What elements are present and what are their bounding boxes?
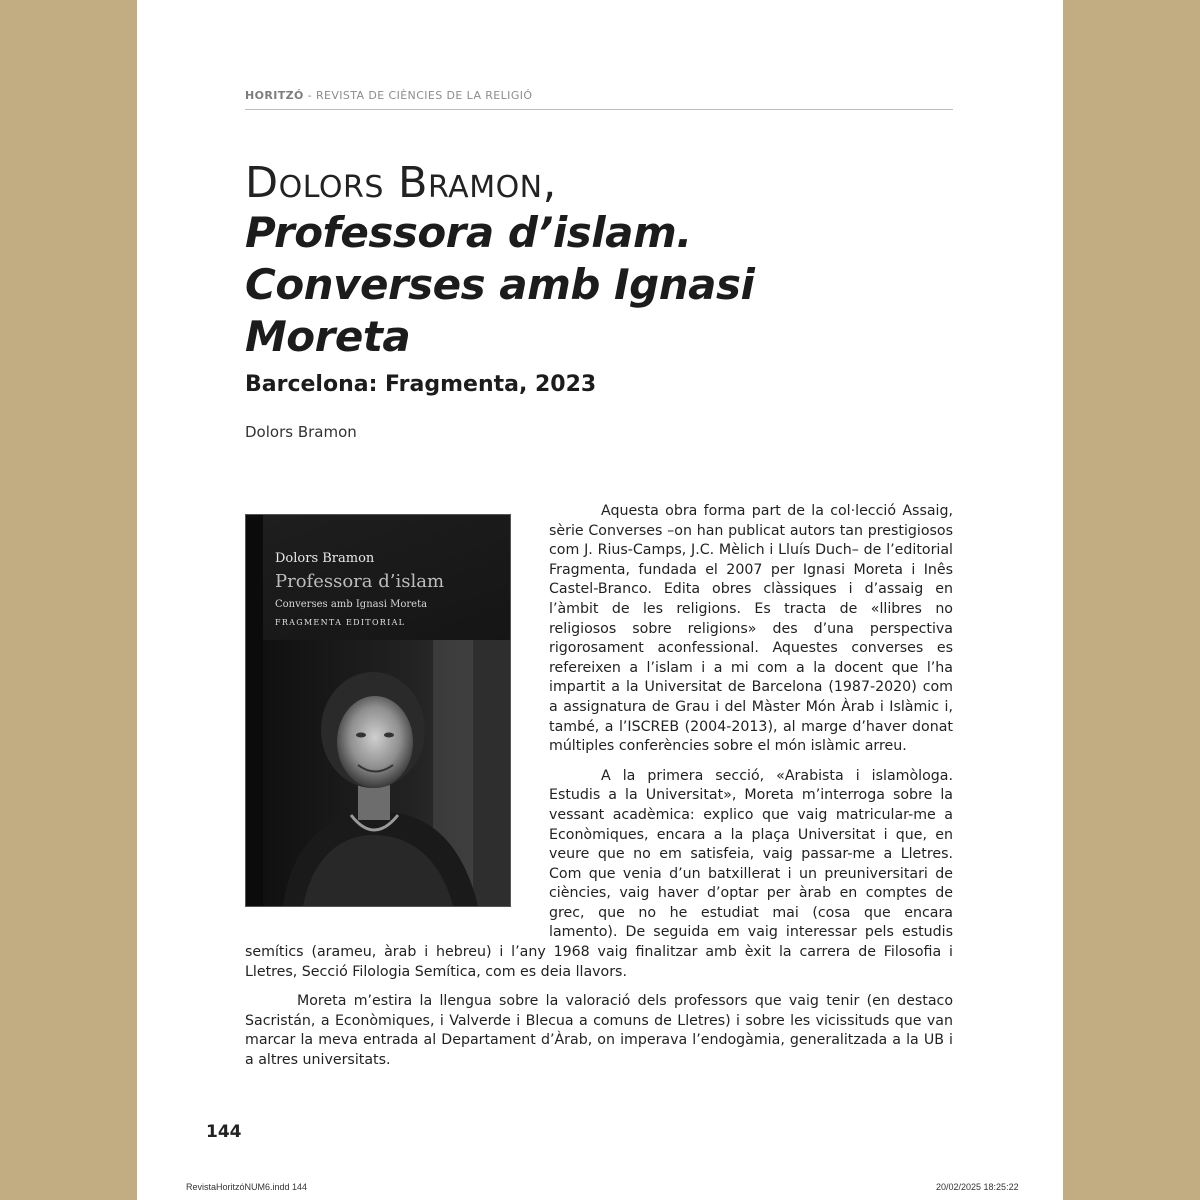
journal-subtitle: REVISTA DE CIÈNCIES DE LA RELIGIÓ xyxy=(315,89,533,102)
cover-text-wrap-spacer xyxy=(245,502,549,937)
body-paragraph: A la primera secció, «Arabista i islamòloga. Estudis a la Universitat», Moreta m’interroga sobre la vessant acadèmica: explico que vaig matricular-me a Econòmiques, encara a la plaça Universitat i que, en veure que no em satisfeia, vaig passar-me a Lletres. Com que venia d’un batxillerat i un preuniversitari de ciències, vaig haver d’optar per àrab en comptes de grec, que no he estudiat mai (cosa que encara lamento). De seguida em vaig interessar pels estudis semítics (arameu, àrab i hebreu) i l’any 1968 vaig finalitzar amb èxit la carrera de Filosofia i Lletres, Secció Filologia Semítica, com es deia llavors. xyxy=(245,767,953,980)
print-slug-file: RevistaHoritzóNUM6.indd 144 xyxy=(186,1182,308,1192)
cover-title: Professora d’islam xyxy=(275,571,445,592)
running-head-separator: - xyxy=(303,89,316,102)
body-paragraph: Moreta m’estira la llengua sobre la valoració dels professors que vaig tenir (en destaco Sacristán, a Econòmiques, i Valverde i Blecua a comuns de Lletres) i sobre les vicissituds que van marcar la meva entrada al Departament d’Àrab, on imperava l’endogàmia, generalitzada a la UB i a altres universitats. xyxy=(245,993,953,1069)
article-body xyxy=(245,502,953,1081)
article-title-author: Dolors Bramon, xyxy=(245,158,557,208)
running-head xyxy=(245,89,532,102)
publication-info: Barcelona: Fragmenta, 2023 xyxy=(245,372,597,397)
journal-name: HORITZÓ xyxy=(245,89,304,102)
cover-author: Dolors Bramon xyxy=(275,551,375,566)
print-slug-datetime: 20/02/2025 18:25:22 xyxy=(936,1182,1019,1192)
cover-publisher: FRAGMENTA EDITORIAL xyxy=(275,618,406,627)
article-byline: Dolors Bramon xyxy=(245,423,357,441)
header-rule xyxy=(245,109,953,110)
body-paragraph: Aquesta obra forma part de la col·lecció Assaig, sèrie Converses –on han publicat autors tan prestigiosos com J. Rius-Camps, J.C. Mèlich i Lluís Duch– de l’editorial Fragmenta, fundada el 2007 per Ignasi Moreta i Inês Castel-Branco. Edita obres clàssiques i d’assaig en l’àmbit de les religions. Es tracta de «llibres no religiosos sobre religions» des d’una perspectiva rigorosament aconfessional. Aquestes converses es refereixen a l’islam i a mi com a la docent que l’ha impartit a la Universitat de Barcelona (1987-2020) com a assignatura de Grau i del Màster Món Àrab i Islàmic i, també, a l’ISCREB (2004-2013), al marge d’haver donat múltiples conferències sobre el món islàmic arreu. xyxy=(549,503,953,755)
article-title-work: Professora d’islam. Converses amb Ignasi Moreta xyxy=(245,208,755,361)
page-number: 144 xyxy=(206,1122,242,1142)
cover-subtitle: Converses amb Ignasi Moreta xyxy=(275,599,428,610)
